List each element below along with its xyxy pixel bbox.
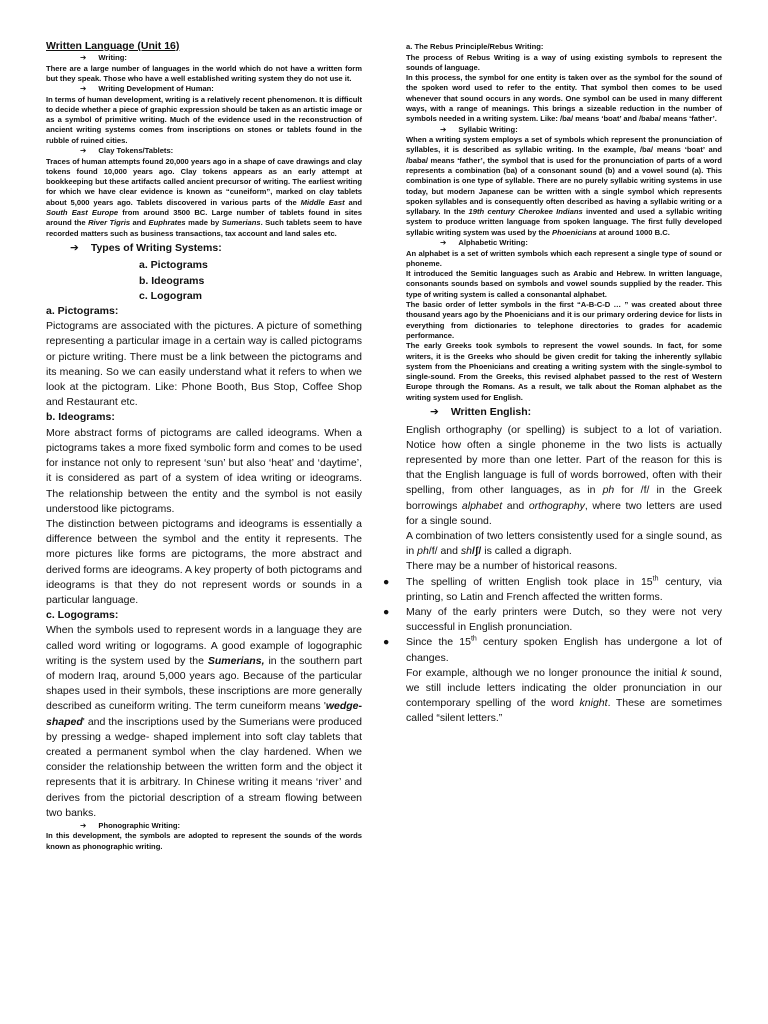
rebus-paragraph-2: In this process, the symbol for one entity is taken over as the symbol for the sound of the spoken word used to refer to the entity. That symbol then comes to be used whenever that sound occurs in any words. One symbol can be used in many different ways, with a range of meanings. This brings a sizeable reduction in the number of symbols needed in a writing system. Like: /ba/ means ‘boat’ and /baba/ means ‘father’.	[406, 73, 722, 124]
list-item: ● The spelling of written English took place in 15th century, via printing, so Latin and French affected the written forms.	[406, 575, 722, 605]
writing-paragraph: There are a large number of languages in the world which do not have a written form but they speak. Those who have a well established writing system they do not use it.	[46, 63, 362, 83]
heading-pictograms: a. Pictograms:	[46, 305, 119, 318]
heading-written-english: ➔ Written English:	[406, 405, 722, 421]
heading-types-of-writing: ➔ Types of Writing Systems:	[46, 241, 362, 257]
heading-rebus: a. The Rebus Principle/Rebus Writing:	[406, 42, 544, 51]
heading-ideograms: b. Ideograms:	[46, 411, 115, 424]
arrow-icon: ➔	[440, 238, 447, 248]
development-paragraph: In terms of human development, writing is a relatively recent phenomenon. It is difficult to decide whether a piece of graphic expression should be taken as an artistic image or as a symbol of primitive writing. Much of the evidence used in the reconstruction of ancient writing systems comes from inscriptions on stones or tablets found in the rubble of ruined cities.	[46, 94, 362, 145]
arrow-icon: ➔	[80, 146, 87, 156]
left-column	[46, 40, 362, 852]
syllabic-paragraph: When a writing system employs a set of symbols which represent the pronunciation of syllables, it is described as syllabic writing. In the example, /ba/ means ‘boat’ and /baba/ means ‘father’, the symbol that is used for the pronunciation of parts of a word represents a combination (ba) of a consonant sound (b) and a vowel sound (a). This combination is one type of syllable. There are no purely syllabic writing systems in use today, but modern Japanese can be written with a single symbol which represents spoken syllables and is consequently often described as having a syllabic writing or a syllabary. In the 19th century Cherokee Indians invented and used a syllabic writing system to produce written language from spoken language. The first fully developed syllabic writing system was used by the Phoenicians at around 1000 B.C.	[406, 135, 722, 237]
heading-alphabetic: ➔ Alphabetic Writing:	[440, 238, 528, 248]
list-item: b. Ideograms	[139, 274, 205, 287]
heading-syllabic: ➔ Syllabic Writing:	[440, 124, 518, 134]
right-column	[383, 42, 723, 727]
list-item: c. Logogram	[139, 289, 203, 302]
list-item: ● Since the 15th century spoken English has undergone a lot of changes.	[406, 635, 722, 665]
list-item: a. Pictograms	[139, 259, 208, 272]
alphabetic-paragraph-4: The early Greeks took symbols to represent the vowel sounds. In fact, for some writers, it is the Greeks who should be given credit for taking the inherently syllabic system from the Phoenicians and creating a writing system with the single-symbol to single-sound. From the Greeks, this revised alphabet passed to the rest of Western Europe through the Romans. As a result, we talk about the Roman alphabet as the writing system used for English.	[406, 341, 722, 402]
heading-phonographic: ➔ Phonographic Writing:	[80, 820, 181, 830]
page-title: Written Language (Unit 16)	[46, 40, 180, 52]
heading-writing-development: ➔ Writing Development of Human:	[80, 84, 214, 94]
list-item: ● Many of the early printers were Dutch, so they were not very successful in English pronunciation.	[406, 605, 722, 635]
ideograms-paragraph-1: More abstract forms of pictograms are called ideograms. When a pictograms takes a more fixed symbolic form and comes to be used for instance not only to represent ‘sun’ but also ‘heat’ and ‘daytime’, it is considered as part of a system of idea writing or ideograms. The relationship between the entity and the symbol is not easily understood like pictograms.	[46, 426, 362, 515]
english-paragraph-4: For example, although we no longer pronounce the initial k sound, we still include letters indicating the older pronunciation in our contemporary spelling of the word knight. These are sometimes called “silent letters.”	[406, 666, 723, 725]
types-list	[46, 258, 362, 304]
alphabetic-paragraph-3: The basic order of letter symbols in the first “A-B-C-D … ” was created about three thousand years ago by the Phoenicians and it is our primary ordering device for lists in everything from dictionaries to telephone directories to grades for academic performance.	[406, 300, 722, 340]
english-paragraph-1: English orthography (or spelling) is subject to a lot of variation. Notice how often a single phoneme in the two lists is actually represented by more than one letter. Part of the reason for this is that the English language is full of words borrowed, often with their spelling, from other languages, as in ph for /f/ in the Greek borrowings alphabet and orthography, where two letters are used for a single sound.	[406, 423, 722, 527]
arrow-icon: ➔	[430, 406, 439, 418]
logograms-paragraph: When the symbols used to represent words in a language they are called word writing or logograms. A good example of logographic writing is the system used by the Sumerians, in the southern part of modern Iraq, around 5,000 years ago. Because of the particular shapes used in their symbols, these inscriptions are more generally described as cuneiform writing. The term cuneiform means 'wedge-shaped' and the inscriptions used by the Sumerians were produced by pressing a wedge- shaped implement into soft clay tablets that created a permanent symbol when the clay hardened. When we consider the relationship between the written form and the object it represents that it is arbitrary. In Chinese writing it means ‘river’ and derives from the pictorial description of a stream flowing between two banks.	[46, 624, 363, 819]
arrow-icon: ➔	[80, 53, 87, 62]
pictograms-paragraph: Pictograms are associated with the pictures. A picture of something representing a particular image in a certain way is called pictograms or picture writing. There must be a link between the pictograms and its meaning. So we can easily understand what it refers to when we look at the pictogram. Like: Phone Booth, Bus Stop, Coffee Shop and Restaurant etc.	[46, 320, 362, 409]
arrow-icon: ➔	[80, 820, 87, 830]
clay-paragraph: Traces of human attempts found 20,000 years ago in a shape of cave drawings and clay tokens found 10,000 years ago. Clay tokens appears as an early attempt at bookkeeping but these artifacts called ancient precursor of writing. The earliest writing for which we have clear evidence is known as “cuneiform”, marked on clay tablets about 5,000 years ago. Tablets discovered in various parts of the Middle East and South East Europe from around 3500 BC. Large number of tablets found in sites around the River Tigris and Euphrates made by Sumerians. Such tablets seem to have recorded matters such as business transactions, tax account and land sales etc.	[46, 156, 362, 238]
arrow-icon: ➔	[70, 241, 79, 254]
english-paragraph-3: There may be a number of historical reasons.	[406, 560, 618, 573]
arrow-icon: ➔	[440, 124, 447, 134]
bullet-icon: ●	[383, 636, 390, 649]
rebus-paragraph-1: The process of Rebus Writing is a way of using existing symbols to represent the sounds of language.	[406, 52, 722, 72]
english-paragraph-2: A combination of two letters consistently used for a single sound, as in ph/f/ and sh/ʃ/ is called a digraph.	[406, 529, 722, 558]
heading-clay-tokens: ➔ Clay Tokens/Tablets:	[80, 146, 174, 156]
arrow-icon: ➔	[80, 84, 87, 94]
heading-logograms: c. Logograms:	[46, 609, 119, 622]
heading-writing: ➔ Writing:	[80, 53, 127, 62]
bullet-icon: ●	[383, 605, 390, 618]
alphabetic-paragraph-1: An alphabet is a set of written symbols which each represent a single type of sound or phoneme.	[406, 248, 722, 268]
bullet-icon: ●	[383, 575, 390, 588]
ideograms-paragraph-2: The distinction between pictograms and ideograms is essentially a difference between the symbol and the entity it represents. The more pictures like forms are pictograms, the more abstract and derived forms are ideograms. A key property of both pictograms and ideograms is that they do not represent words or sounds in a particular language.	[46, 517, 362, 606]
phonographic-paragraph: In this development, the symbols are adopted to represent the sounds of the words known as phonographic writing.	[46, 831, 362, 851]
alphabetic-paragraph-2: It introduced the Semitic languages such as Arabic and Hebrew. In written language, consonants sounds based on symbols and vowel sounds supplied by the reader. This type of writing system is called a consonantal alphabet.	[406, 269, 722, 299]
